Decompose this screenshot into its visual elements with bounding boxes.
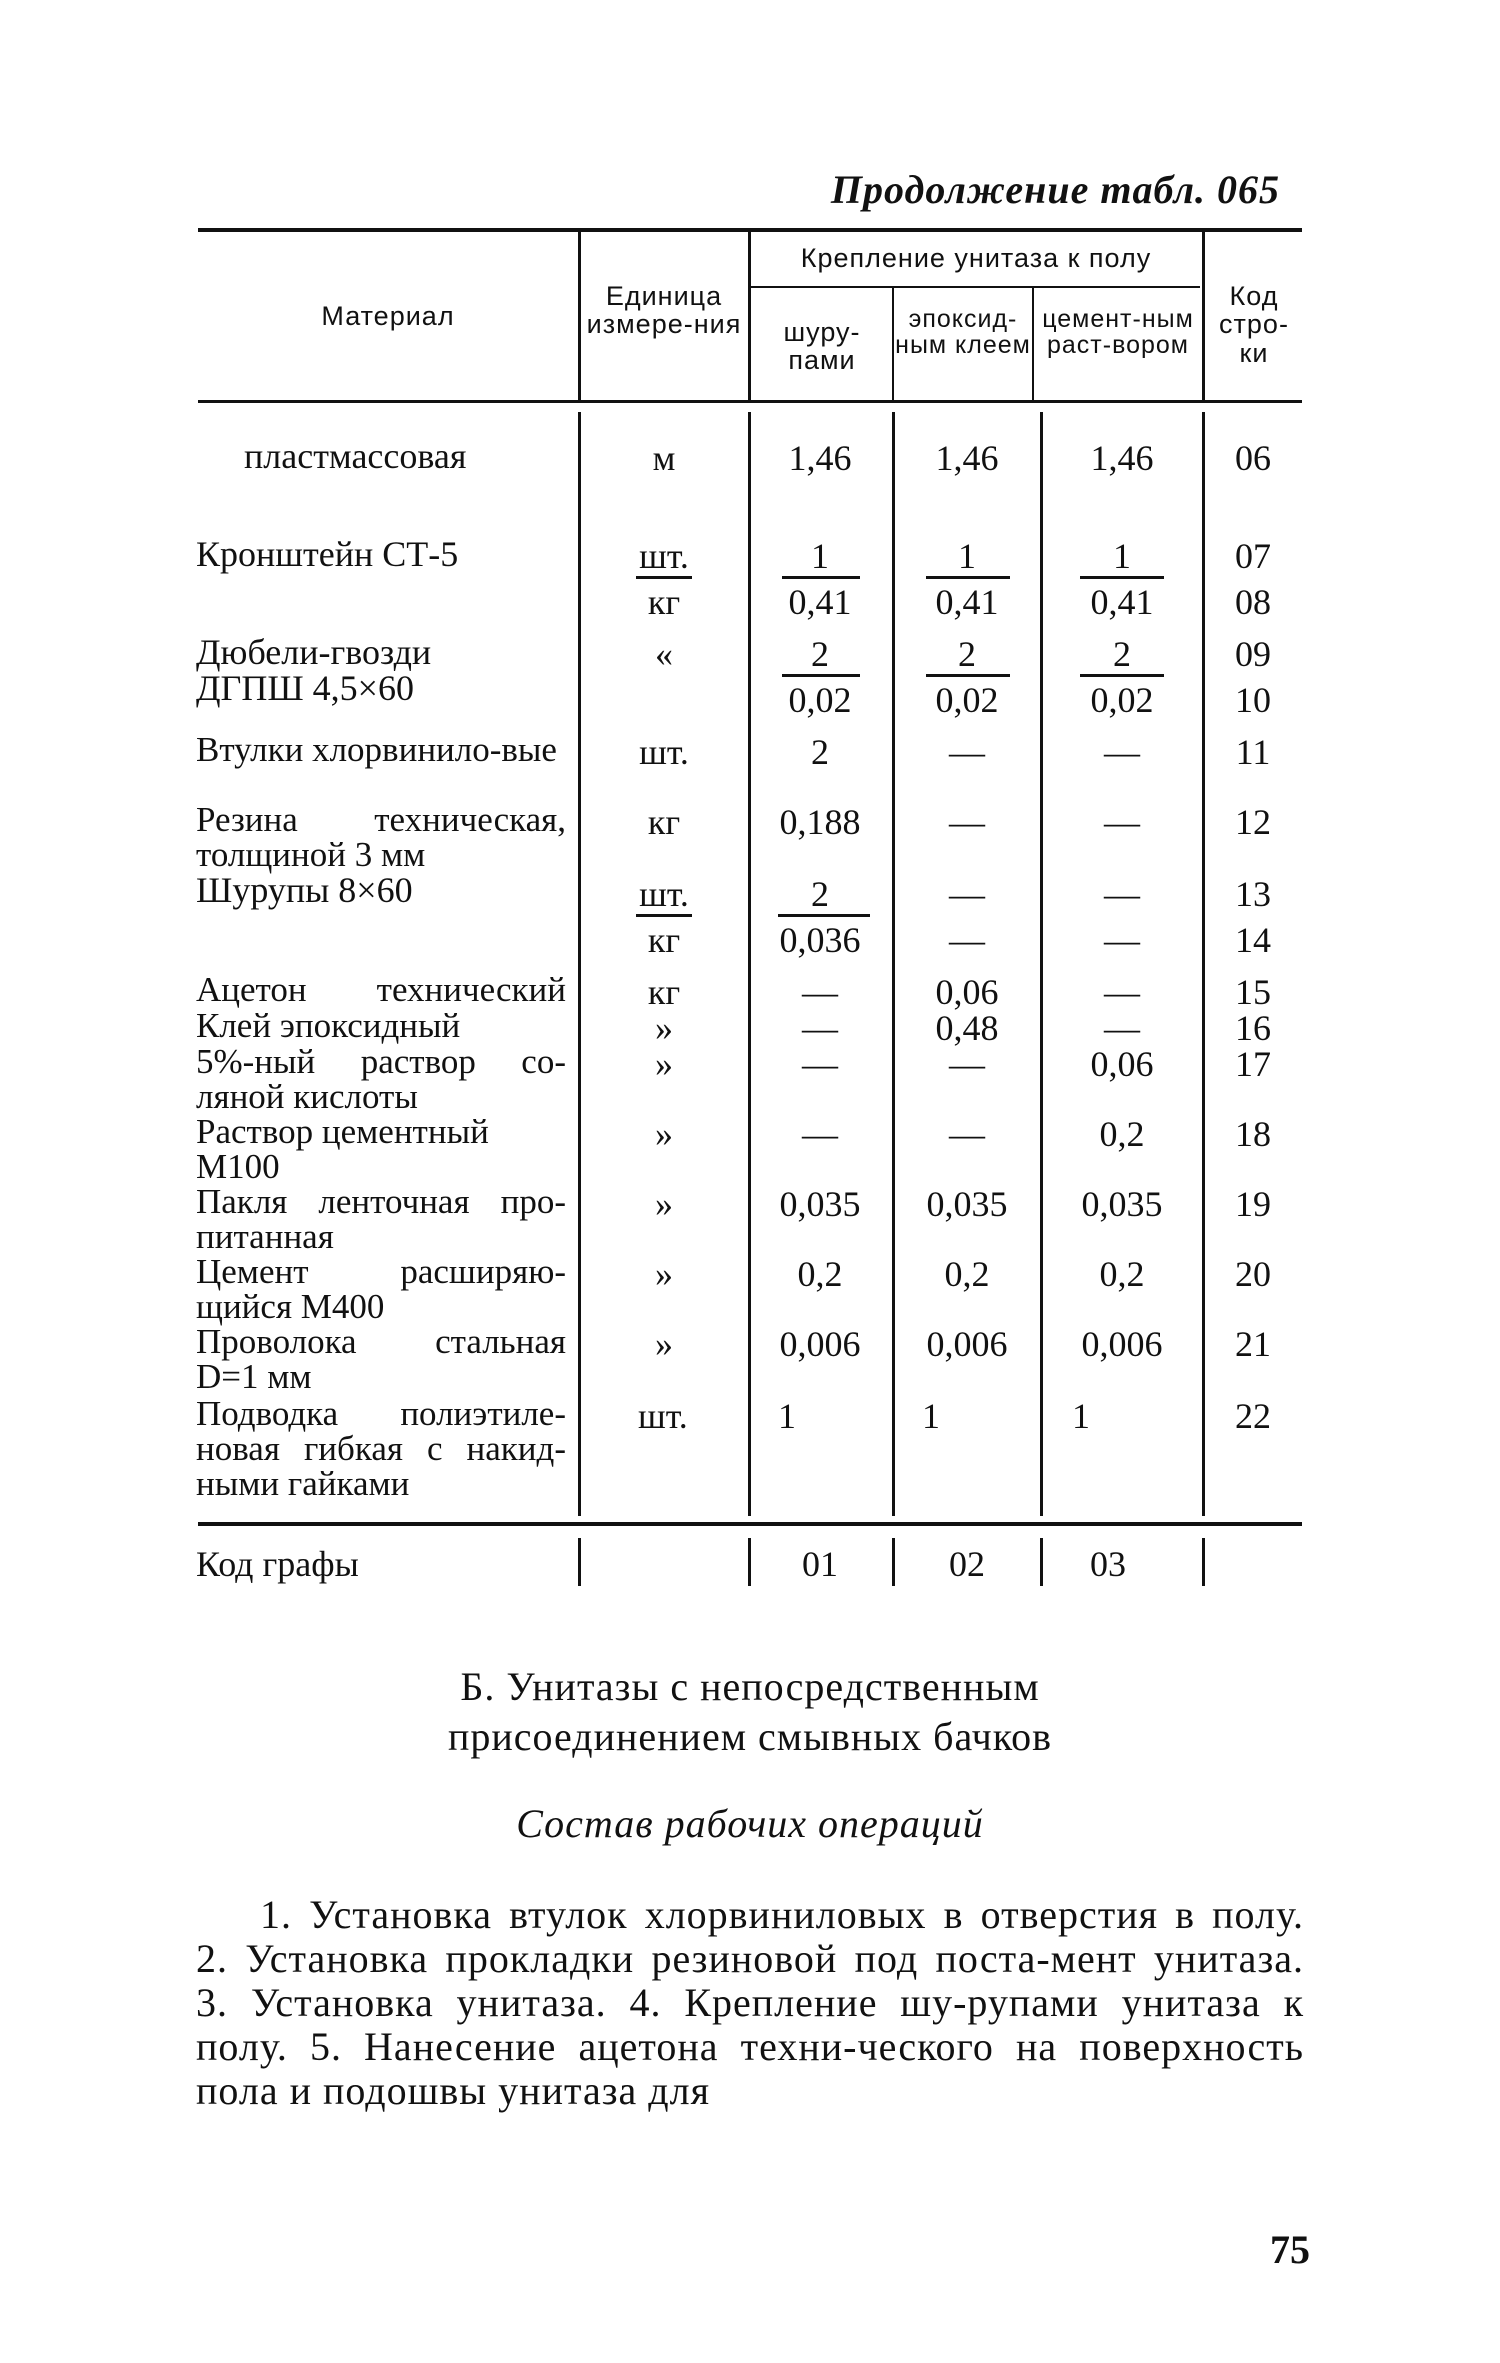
row-unit: » — [655, 1254, 673, 1294]
row-unit: » — [655, 1044, 673, 1084]
header-group: Крепление унитаза к полу — [800, 243, 1152, 273]
row-c3: — — [1104, 802, 1140, 842]
row-c1: 0,02 — [788, 680, 852, 720]
row-c2: 1 — [922, 1396, 940, 1436]
header-bottom-rule — [198, 400, 1302, 403]
row-c3: — — [1104, 972, 1140, 1012]
row-code: 15 — [1235, 972, 1271, 1012]
row-c3: 1 — [1113, 536, 1131, 576]
section-subtitle: Состав рабочих операций — [516, 1801, 984, 1846]
row-unit: кг — [647, 920, 681, 960]
row-c1: 0,035 — [779, 1184, 861, 1224]
row-code: 18 — [1235, 1114, 1271, 1154]
row-code: 22 — [1235, 1396, 1271, 1436]
row-c2: 0,035 — [926, 1184, 1008, 1224]
row-material: Клей эпоксидный — [196, 1006, 461, 1045]
row-unit: » — [655, 1114, 673, 1154]
footer-c2: 02 — [949, 1544, 985, 1584]
footer-label: Код графы — [196, 1544, 359, 1584]
row-c2: 0,006 — [926, 1324, 1008, 1364]
footer-c1: 01 — [802, 1544, 838, 1584]
row-c1: 1 — [778, 1396, 796, 1436]
row-material: Втулки хлорвинило-вые — [196, 730, 557, 769]
section-title-line1: Б. Унитазы с непосредственным — [460, 1664, 1040, 1709]
row-material: Раствор цементный М100 — [196, 1112, 489, 1186]
row-c2: 0,48 — [935, 1008, 999, 1048]
row-code: 16 — [1235, 1008, 1271, 1048]
row-code: 19 — [1235, 1184, 1271, 1224]
fraction-line — [778, 914, 870, 917]
row-code: 09 — [1235, 634, 1271, 674]
fraction-line — [926, 674, 1010, 677]
row-unit: кг — [647, 582, 681, 622]
row-unit: » — [655, 1324, 673, 1364]
section-title-line2: присоединением смывных бачков — [447, 1714, 1053, 1759]
row-code: 20 — [1235, 1254, 1271, 1294]
row-material: Подводка полиэтиле-новая гибкая с накид-ными гайками — [196, 1394, 566, 1503]
page-number: 75 — [1270, 2227, 1310, 2272]
vrule-f5 — [1202, 1538, 1205, 1586]
row-c2: 0,2 — [944, 1254, 990, 1294]
fraction-line — [1080, 674, 1164, 677]
row-c1: 2 — [811, 634, 829, 674]
row-c3: 0,006 — [1081, 1324, 1163, 1364]
row-c1: 0,036 — [779, 920, 861, 960]
row-c3: 0,035 — [1081, 1184, 1163, 1224]
row-c2: 0,02 — [935, 680, 999, 720]
row-c2: — — [949, 1044, 985, 1084]
row-c1: 2 — [811, 874, 829, 914]
row-c2: — — [949, 732, 985, 772]
row-c3: 1,46 — [1090, 438, 1154, 478]
row-c3: 0,2 — [1099, 1254, 1145, 1294]
header-code: Код стро-ки — [1219, 281, 1289, 368]
row-c2: 1 — [958, 536, 976, 576]
row-c1: 1,46 — [788, 438, 852, 478]
row-material: Резина техническая, толщиной 3 мм — [196, 800, 566, 874]
operations-paragraph: 1. Установка втулок хлорвиниловых в отверстия в полу. 2. Установка прокладки резиновой под поста-мент унитаза. 3. Установка унитаза. 4. Крепление шу-рупами унитаза к полу. 5. Нанесение ацетона техни-ческого на поверхность пола и подошвы унитаза для — [196, 1892, 1304, 2113]
row-c3: 0,2 — [1099, 1114, 1145, 1154]
row-c3: 2 — [1113, 634, 1131, 674]
row-unit: шт. — [639, 536, 689, 576]
row-c2: — — [949, 874, 985, 914]
row-c2: 0,41 — [935, 582, 999, 622]
row-unit: » — [655, 1008, 673, 1048]
vrule-f1 — [578, 1538, 581, 1586]
header-screws: шуру-пами — [783, 317, 861, 376]
header-cement: цемент-ным раст-вором — [1042, 305, 1194, 360]
row-c3: 0,02 — [1090, 680, 1154, 720]
header-epoxy: эпоксид-ным клеем — [895, 305, 1031, 360]
fraction-line — [782, 674, 860, 677]
row-code: 07 — [1235, 536, 1271, 576]
row-c1: 2 — [811, 732, 829, 772]
vrule-h5 — [1202, 232, 1205, 400]
row-code: 12 — [1235, 802, 1271, 842]
fraction-line — [636, 914, 692, 917]
vrule-h1 — [578, 232, 581, 400]
row-c3: — — [1104, 920, 1140, 960]
row-material: Цемент расширяю-щийся М400 — [196, 1252, 566, 1326]
row-c1: — — [802, 1114, 838, 1154]
row-c1: 1 — [811, 536, 829, 576]
header-material: Материал — [321, 301, 455, 331]
row-code: 14 — [1235, 920, 1271, 960]
row-c3: — — [1104, 732, 1140, 772]
row-unit: шт. — [639, 874, 689, 914]
fraction-line — [636, 576, 692, 579]
vrule-h2 — [748, 232, 751, 400]
footer-c3: 03 — [1090, 1544, 1126, 1584]
row-code: 08 — [1235, 582, 1271, 622]
row-code: 17 — [1235, 1044, 1271, 1084]
row-material: 5%-ный раствор со-ляной кислоты — [196, 1042, 566, 1116]
row-c2: — — [949, 802, 985, 842]
row-unit: « — [655, 634, 673, 674]
row-unit: шт. — [639, 732, 689, 772]
row-c1: 0,2 — [797, 1254, 843, 1294]
row-c2: 1,46 — [935, 438, 999, 478]
row-unit: м — [652, 438, 676, 478]
vrule-f4 — [1040, 1538, 1043, 1586]
row-code: 10 — [1235, 680, 1271, 720]
row-code: 06 — [1235, 438, 1271, 478]
row-material: пластмассовая — [244, 436, 467, 476]
row-code: 13 — [1235, 874, 1271, 914]
table-caption: Продолжение табл. 065 — [830, 167, 1280, 212]
row-unit: шт. — [638, 1396, 688, 1436]
row-material: Проволока стальная D=1 мм — [196, 1322, 566, 1396]
row-c2: 0,06 — [935, 972, 999, 1012]
row-c3: 1 — [1072, 1396, 1090, 1436]
row-c2: — — [949, 920, 985, 960]
fraction-line — [926, 576, 1010, 579]
row-material: Шурупы 8×60 — [196, 870, 413, 910]
row-material: ДГПШ 4,5×60 — [196, 668, 414, 708]
row-code: 21 — [1235, 1324, 1271, 1364]
row-c1: 0,41 — [788, 582, 852, 622]
row-material: Пакля ленточная про-питанная — [196, 1182, 566, 1256]
row-c3: — — [1104, 1008, 1140, 1048]
row-c1: — — [802, 1044, 838, 1084]
table-bottom-rule — [198, 1522, 1302, 1526]
row-c1: 0,188 — [779, 802, 861, 842]
group-header-rule — [750, 286, 1200, 288]
row-material: Ацетон технический — [196, 970, 566, 1009]
row-c2: 2 — [958, 634, 976, 674]
row-c1: 0,006 — [779, 1324, 861, 1364]
fraction-line — [782, 576, 860, 579]
row-c3: — — [1104, 874, 1140, 914]
row-unit: » — [655, 1184, 673, 1224]
row-c3: 0,06 — [1090, 1044, 1154, 1084]
row-c2: — — [949, 1114, 985, 1154]
header-unit: Единица измере-ния — [586, 281, 742, 340]
row-c1: — — [802, 972, 838, 1012]
row-material: Дюбели-гвозди — [196, 632, 432, 672]
row-unit: кг — [647, 972, 681, 1012]
fraction-line — [1080, 576, 1164, 579]
row-c3: 0,41 — [1090, 582, 1154, 622]
row-code: 11 — [1235, 732, 1271, 772]
row-material: Кронштейн СТ-5 — [196, 534, 459, 574]
row-unit: кг — [647, 802, 681, 842]
row-c1: — — [802, 1008, 838, 1048]
